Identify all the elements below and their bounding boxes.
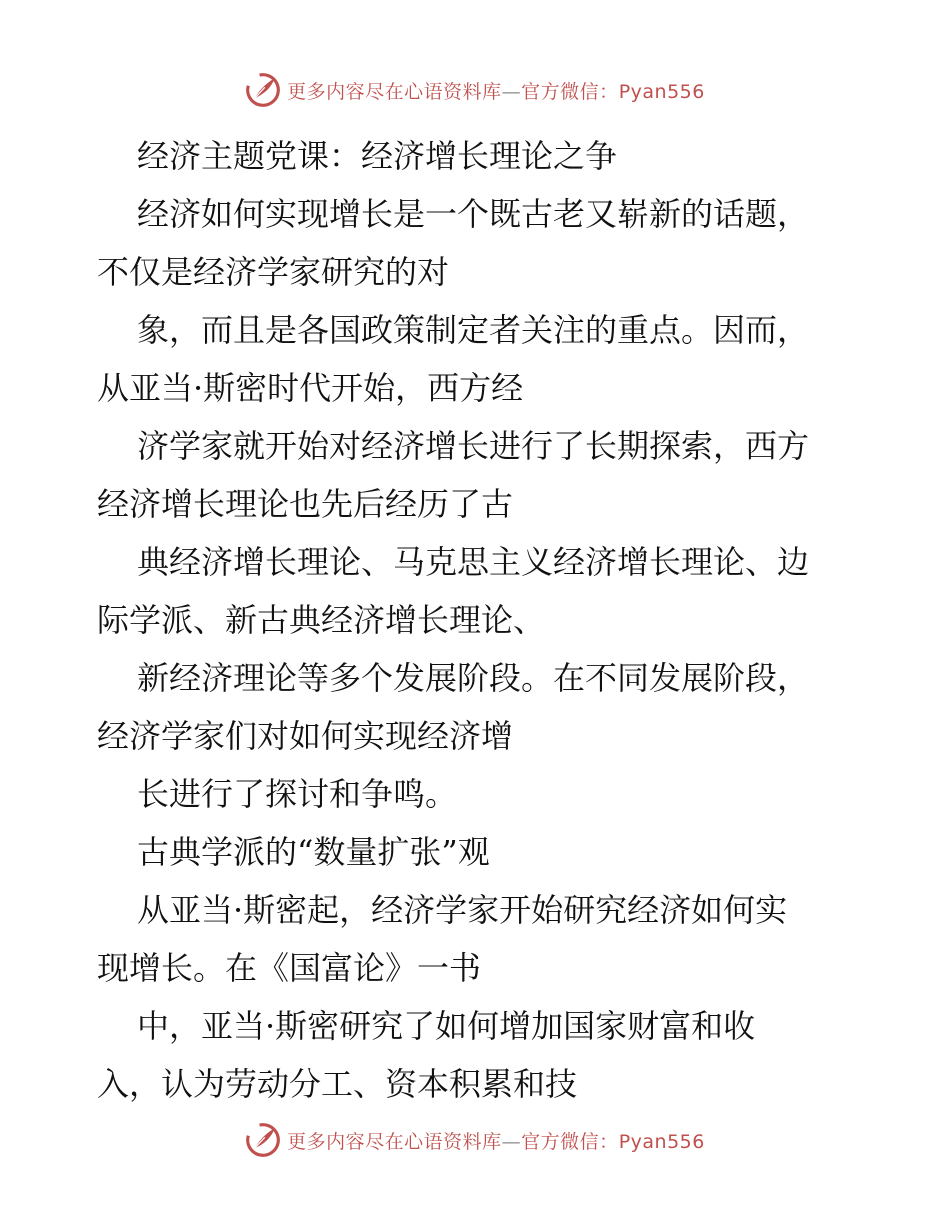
watermark-text: 更多内容尽在心语资料库—官方微信：Pyan556 bbox=[287, 1130, 705, 1153]
doc-line: 入，认为劳动分工、资本积累和技 bbox=[97, 1065, 578, 1103]
doc-line: 不仅是经济学家研究的对 bbox=[97, 253, 450, 291]
wechat-id: Pyan556 bbox=[618, 1130, 705, 1153]
doc-line: 从亚当·斯密起，经济学家开始研究经济如何实 bbox=[137, 891, 788, 929]
quill-logo-icon bbox=[245, 1122, 281, 1158]
section-heading: 古典学派的“数量扩张”观 bbox=[137, 833, 490, 871]
footer-watermark bbox=[0, 1122, 950, 1158]
wechat-id: Pyan556 bbox=[618, 80, 705, 103]
doc-title: 经济主题党课：经济增长理论之争 bbox=[137, 137, 618, 175]
watermark-text: 更多内容尽在心语资料库—官方微信：Pyan556 bbox=[287, 80, 705, 103]
doc-line: 济学家就开始对经济增长进行了长期探索，西方 bbox=[137, 427, 810, 465]
doc-line: 经济学家们对如何实现经济增 bbox=[97, 717, 514, 755]
doc-line: 经济如何实现增长是一个既古老又崭新的话题， bbox=[137, 195, 810, 233]
quill-logo-icon bbox=[245, 72, 281, 108]
doc-line: 经济增长理论也先后经历了古 bbox=[97, 485, 514, 523]
doc-line: 中，亚当·斯密研究了如何增加国家财富和收 bbox=[137, 1007, 756, 1045]
doc-line: 现增长。在《国富论》一书 bbox=[97, 949, 482, 987]
doc-line: 际学派、新古典经济增长理论、 bbox=[97, 601, 546, 639]
doc-line: 从亚当·斯密时代开始，西方经 bbox=[97, 369, 524, 407]
header-watermark bbox=[0, 72, 950, 108]
doc-line: 新经济理论等多个发展阶段。在不同发展阶段， bbox=[137, 659, 810, 697]
doc-line: 长进行了探讨和争鸣。 bbox=[137, 775, 458, 813]
document-body bbox=[97, 127, 853, 1113]
doc-line: 典经济增长理论、马克思主义经济增长理论、边 bbox=[137, 543, 810, 581]
doc-line: 象，而且是各国政策制定者关注的重点。因而， bbox=[137, 311, 810, 349]
